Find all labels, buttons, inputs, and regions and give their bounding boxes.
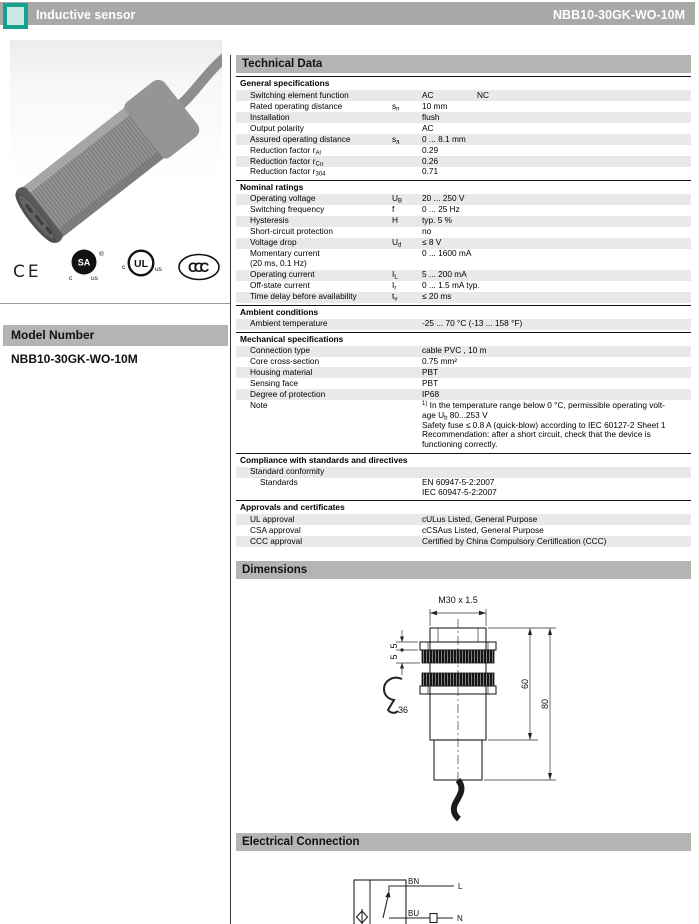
switch-top-lead bbox=[389, 886, 406, 891]
table-row bbox=[236, 367, 691, 378]
ccc-mark-icon bbox=[176, 251, 222, 283]
row-value: typ. 5 % bbox=[422, 215, 452, 226]
technical-data-section-header: Technical Data bbox=[236, 55, 691, 73]
row-value: 0.26 bbox=[422, 155, 439, 166]
table-row bbox=[236, 216, 691, 227]
row-label: Ambient temperature bbox=[250, 318, 328, 329]
row-label: Connection type bbox=[250, 345, 310, 356]
table-row bbox=[236, 525, 691, 536]
arrowhead bbox=[528, 628, 532, 635]
dimensions-section-header: Dimensions bbox=[236, 561, 691, 579]
row-value: 0 ... 1.5 mA typ. bbox=[422, 280, 480, 291]
row-symbol: $I_L$ bbox=[392, 269, 398, 281]
csa-mark-icon bbox=[64, 247, 106, 283]
row-value: cable PVC , 10 m bbox=[422, 345, 487, 356]
row-label: Reduction factor $r_{Cu}$ bbox=[250, 155, 324, 167]
switch-arrow bbox=[385, 891, 390, 898]
row-label: Reduction factor $r_{Al}$ bbox=[250, 144, 321, 157]
ce-text: CE bbox=[13, 262, 42, 282]
row-value: cULus Listed, General Purpose bbox=[422, 513, 538, 524]
row-label: Reduction factor $r_{304}$ bbox=[250, 166, 326, 178]
row-value: PBT bbox=[422, 378, 439, 389]
product-photo-image bbox=[10, 40, 222, 245]
csa-text: SA bbox=[77, 257, 91, 268]
row-symbol: $I_r$ bbox=[392, 280, 397, 292]
row-symbol: $U_d$ bbox=[392, 237, 402, 249]
row-label: Switching frequency bbox=[250, 204, 325, 215]
row-value: 0 ... 8.1 mm bbox=[422, 133, 466, 144]
table-row bbox=[236, 238, 691, 249]
row-value: cCSAus Listed, General Purpose bbox=[422, 524, 544, 535]
row-symbol: $s_a$ bbox=[392, 133, 400, 146]
table-row bbox=[236, 112, 691, 123]
row-label: Time delay before availability bbox=[250, 291, 357, 302]
ul-mark-icon bbox=[118, 247, 164, 283]
csa-registered: ® bbox=[99, 251, 104, 258]
table-row bbox=[236, 156, 691, 167]
row-label: Sensing face bbox=[250, 378, 298, 389]
table-section-header: Mechanical specifications bbox=[236, 332, 691, 346]
row-value: 20 ... 250 V bbox=[422, 193, 465, 204]
table-row bbox=[236, 514, 691, 525]
cable bbox=[454, 780, 462, 819]
table-row bbox=[236, 281, 691, 292]
arrowhead bbox=[548, 628, 552, 635]
arrowhead bbox=[400, 637, 404, 643]
row-value: 5 ... 200 mA bbox=[422, 269, 467, 280]
table-row bbox=[236, 400, 691, 450]
dim-dot bbox=[400, 649, 403, 652]
table-section-header: Ambient conditions bbox=[236, 305, 691, 319]
table-row bbox=[236, 357, 691, 368]
table-row bbox=[236, 134, 691, 145]
model-number-value: NBB10-30GK-WO-10M bbox=[11, 352, 138, 366]
table-row bbox=[236, 101, 691, 112]
row-value: Certified by China Compulsory Certification (CCC) bbox=[422, 535, 607, 546]
ul-text: UL bbox=[134, 258, 148, 270]
row-symbol: H bbox=[392, 215, 398, 226]
table-row bbox=[236, 536, 691, 547]
table-section-header: General specifications bbox=[236, 76, 691, 90]
row-value: EN 60947-5-2:2007 IEC 60947-5-2:2007 bbox=[422, 477, 497, 497]
table-row bbox=[236, 319, 691, 330]
nut1-knurl bbox=[422, 650, 494, 663]
dimension-drawing bbox=[328, 585, 608, 831]
row-label: CCC approval bbox=[250, 535, 303, 546]
dim-60: 60 bbox=[520, 679, 530, 690]
header-model-number: NBB10-30GK-WO-10M bbox=[553, 8, 685, 22]
csa-c: c bbox=[69, 275, 73, 282]
row-label: Standards bbox=[260, 477, 298, 488]
technical-data-table bbox=[236, 76, 691, 547]
table-row bbox=[236, 194, 691, 205]
ul-us: us bbox=[155, 266, 162, 273]
dim-5-bottom: 5 bbox=[389, 654, 399, 660]
table-row bbox=[236, 389, 691, 400]
row-value-2: NC bbox=[477, 89, 489, 100]
fuse-symbol bbox=[430, 914, 437, 923]
table-row bbox=[236, 227, 691, 238]
row-label: Voltage drop bbox=[250, 237, 297, 248]
ce-mark-icon bbox=[12, 259, 52, 283]
nut2-knurl bbox=[422, 673, 494, 686]
dim-80: 80 bbox=[540, 699, 550, 710]
bn-label: BN bbox=[408, 877, 420, 887]
n-terminal-label: N bbox=[457, 914, 463, 924]
row-label: Momentary current (20 ms, 0.1 Hz) bbox=[250, 248, 320, 269]
table-row bbox=[236, 270, 691, 281]
left-column-rule bbox=[0, 303, 230, 304]
arrowhead bbox=[548, 773, 552, 780]
thread-label: M30 x 1.5 bbox=[438, 595, 478, 606]
row-label: Note bbox=[250, 400, 268, 411]
row-value: $^{1)}$ In the temperature range below 0 °C, permissible operating volt- age $U_b$ 80...253 V Safety fuse ≤ 0.8 A (quick-blow) according to IEC 60127-2 Sheet 1 Recommendation: after a short circuit, check that the device is functioning correctly. bbox=[422, 400, 666, 450]
row-value: ≤ 8 V bbox=[422, 237, 442, 248]
table-row bbox=[236, 478, 691, 499]
table-row bbox=[236, 123, 691, 134]
table-section-header: Compliance with standards and directives bbox=[236, 453, 691, 467]
bu-label: BU bbox=[408, 909, 420, 919]
row-symbol: f bbox=[392, 204, 395, 215]
dim-5-top: 5 bbox=[389, 643, 399, 649]
product-photo bbox=[10, 40, 222, 245]
product-family-title: Inductive sensor bbox=[36, 8, 136, 22]
row-label: Housing material bbox=[250, 367, 313, 378]
row-label: Operating voltage bbox=[250, 193, 316, 204]
row-value: -25 ... 70 °C (-13 ... 158 °F) bbox=[422, 318, 523, 329]
row-value: AC bbox=[422, 122, 434, 133]
arrowhead bbox=[479, 611, 486, 615]
column-divider bbox=[230, 55, 231, 924]
table-row bbox=[236, 467, 691, 478]
row-value: 0.75 mm² bbox=[422, 356, 458, 367]
row-symbol: $t_v$ bbox=[392, 291, 398, 303]
table-row bbox=[236, 167, 691, 178]
main-content bbox=[236, 55, 691, 924]
table-row bbox=[236, 378, 691, 389]
row-value: IP68 bbox=[422, 389, 440, 400]
row-value: flush bbox=[422, 111, 440, 122]
row-symbol: $s_n$ bbox=[392, 100, 400, 113]
ccc-text: CCC bbox=[188, 260, 206, 275]
row-value: PBT bbox=[422, 367, 439, 378]
table-row bbox=[236, 205, 691, 216]
arrowhead bbox=[528, 733, 532, 740]
table-row bbox=[236, 90, 691, 101]
row-label: Hysteresis bbox=[250, 215, 289, 226]
electrical-connection-section-header: Electrical Connection bbox=[236, 833, 691, 851]
table-row bbox=[236, 346, 691, 357]
row-label: UL approval bbox=[250, 513, 295, 524]
row-value: AC NC bbox=[422, 89, 489, 100]
row-label: Short-circuit protection bbox=[250, 226, 334, 237]
row-label: Output polarity bbox=[250, 122, 304, 133]
csa-us: us bbox=[91, 275, 98, 282]
row-label: Core cross-section bbox=[250, 356, 320, 367]
table-section-header: Nominal ratings bbox=[236, 180, 691, 194]
row-symbol: $U_B$ bbox=[392, 193, 403, 205]
row-value: 0.71 bbox=[422, 166, 439, 177]
row-label: Assured operating distance bbox=[250, 133, 351, 144]
arrowhead bbox=[430, 611, 437, 615]
table-row bbox=[236, 292, 691, 303]
row-label: Installation bbox=[250, 111, 290, 122]
row-label: Switching element function bbox=[250, 89, 349, 100]
row-label: Off-state current bbox=[250, 280, 310, 291]
row-value: no bbox=[422, 226, 432, 237]
row-label: Operating current bbox=[250, 269, 315, 280]
ul-c: c bbox=[122, 264, 126, 271]
l-terminal-label: L bbox=[458, 882, 463, 892]
wrench-size-label: 36 bbox=[398, 705, 409, 716]
row-label: Degree of protection bbox=[250, 389, 326, 400]
row-label: CSA approval bbox=[250, 524, 301, 535]
arrowhead bbox=[400, 663, 404, 669]
row-value: ≤ 20 ms bbox=[422, 291, 452, 302]
certification-marks bbox=[12, 247, 222, 283]
brand-logo-icon bbox=[3, 3, 28, 29]
row-value: 0 ... 25 Hz bbox=[422, 204, 460, 215]
row-value: 0.29 bbox=[422, 144, 439, 155]
row-value: 0 ... 1600 mA bbox=[422, 248, 472, 259]
table-section-header: Approvals and certificates bbox=[236, 500, 691, 514]
row-label: Rated operating distance bbox=[250, 100, 343, 111]
table-row bbox=[236, 145, 691, 156]
table-row bbox=[236, 249, 691, 270]
page-header bbox=[0, 2, 695, 25]
circuit-diagram bbox=[353, 877, 523, 924]
model-number-section-header: Model Number bbox=[3, 325, 228, 346]
row-label: Standard conformity bbox=[250, 466, 325, 477]
row-value: 10 mm bbox=[422, 100, 448, 111]
